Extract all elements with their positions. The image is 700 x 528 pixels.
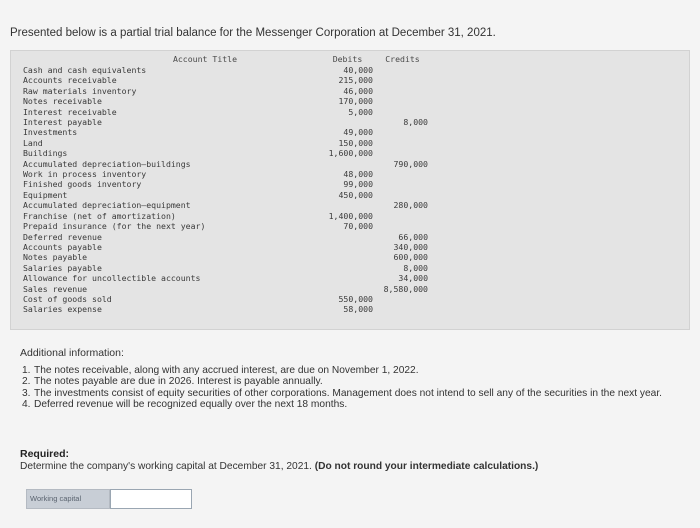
table-row xyxy=(20,65,430,75)
additional-info-item xyxy=(22,399,682,410)
additional-info-list xyxy=(22,365,682,411)
credit-cell xyxy=(375,179,430,189)
account-title-cell: Finished goods inventory xyxy=(23,179,142,190)
table-row xyxy=(20,169,430,179)
working-capital-label: Working capital xyxy=(26,489,110,509)
account-title-cell: Accumulated depreciation–equipment xyxy=(23,200,191,211)
table-row xyxy=(20,211,430,221)
table-row xyxy=(20,232,430,242)
debit-cell: 99,000 xyxy=(343,179,373,190)
debit-cell xyxy=(320,242,375,252)
debit-cell xyxy=(320,200,375,210)
credit-cell xyxy=(375,65,430,75)
account-title-cell: Accumulated depreciation–buildings xyxy=(23,158,191,169)
debit-cell xyxy=(320,263,375,273)
debit-cell: 58,000 xyxy=(343,304,373,315)
debit-cell xyxy=(320,159,375,169)
item-number: 2. xyxy=(22,376,31,388)
additional-info-item xyxy=(22,376,682,387)
account-title-cell: Franchise (net of amortization) xyxy=(23,210,176,221)
account-title-cell: Cash and cash equivalents xyxy=(23,65,147,75)
debit-cell: 450,000 xyxy=(338,189,373,200)
credit-cell xyxy=(375,107,430,117)
working-capital-input[interactable] xyxy=(110,489,192,509)
debit-cell xyxy=(320,273,375,283)
table-row xyxy=(20,75,430,85)
account-title-cell: Land xyxy=(23,137,43,148)
debit-cell: 49,000 xyxy=(343,127,373,138)
debit-cell xyxy=(320,284,375,294)
account-title-cell: Accounts receivable xyxy=(23,75,117,86)
required-label: Required: xyxy=(20,448,70,460)
additional-info-heading: Additional information: xyxy=(20,347,124,359)
credit-cell: 8,000 xyxy=(403,117,428,128)
account-title-cell: Interest receivable xyxy=(23,106,117,117)
table-row xyxy=(20,86,430,96)
credit-cell: 340,000 xyxy=(393,241,428,252)
table-header-row xyxy=(20,54,430,65)
column-header-debits: Debits xyxy=(332,54,363,65)
account-title-cell: Sales revenue xyxy=(23,283,88,294)
credit-cell xyxy=(375,75,430,85)
debit-cell: 215,000 xyxy=(338,75,373,86)
account-title-cell: Buildings xyxy=(23,148,68,159)
credit-cell xyxy=(375,86,430,96)
table-row xyxy=(20,127,430,137)
table-row xyxy=(20,221,430,231)
table-row xyxy=(20,148,430,158)
credit-cell: 34,000 xyxy=(398,273,428,284)
credit-cell: 790,000 xyxy=(393,158,428,169)
credit-cell: 280,000 xyxy=(393,200,428,211)
item-number: 1. xyxy=(22,365,31,376)
item-text: Deferred revenue will be recognized equally over the next 18 months. xyxy=(34,399,348,411)
credit-cell xyxy=(375,211,430,221)
item-number: 3. xyxy=(22,387,31,399)
account-title-cell: Accounts payable xyxy=(23,241,102,252)
credit-cell: 600,000 xyxy=(393,252,428,263)
item-text: The investments consist of equity securities of other corporations. Management does not intend to sell any of the securities in the next year. xyxy=(34,387,663,399)
credit-cell xyxy=(375,148,430,158)
debit-cell: 1,600,000 xyxy=(328,148,373,159)
table-row xyxy=(20,284,430,294)
table-row xyxy=(20,117,430,127)
debit-cell: 170,000 xyxy=(338,96,373,107)
debit-cell: 40,000 xyxy=(343,65,373,75)
debit-cell: 5,000 xyxy=(348,106,373,117)
credit-cell xyxy=(375,127,430,137)
credit-cell xyxy=(375,190,430,200)
column-header-account-title: Account Title xyxy=(172,54,238,65)
credit-cell xyxy=(375,169,430,179)
account-title-cell: Raw materials inventory xyxy=(23,85,137,96)
credit-cell xyxy=(375,304,430,314)
table-row xyxy=(20,273,430,283)
account-title-cell: Equipment xyxy=(23,189,68,200)
account-title-cell: Investments xyxy=(23,127,78,138)
required-question: Determine the company's working capital at December 31, 2021. xyxy=(20,461,312,472)
credit-cell xyxy=(375,138,430,148)
additional-info-item xyxy=(22,388,682,399)
table-row xyxy=(20,107,430,117)
credit-cell: 8,580,000 xyxy=(383,283,428,294)
account-title-cell: Prepaid insurance (for the next year) xyxy=(23,221,206,232)
credit-cell: 66,000 xyxy=(398,231,428,242)
credit-cell: 8,000 xyxy=(403,262,428,273)
table-row xyxy=(20,159,430,169)
credit-cell xyxy=(375,96,430,106)
column-header-credits: Credits xyxy=(385,54,420,65)
account-title-cell: Notes payable xyxy=(23,252,88,263)
debit-cell: 48,000 xyxy=(343,169,373,180)
item-number: 4. xyxy=(22,399,31,411)
debit-cell: 1,400,000 xyxy=(328,210,373,221)
debit-cell: 550,000 xyxy=(338,293,373,304)
debit-cell: 150,000 xyxy=(338,137,373,148)
account-title-cell: Salaries expense xyxy=(23,304,102,315)
trial-balance-body xyxy=(20,65,430,315)
table-row xyxy=(20,96,430,106)
item-text: The notes receivable, along with any accrued interest, are due on November 1, 2022. xyxy=(34,365,419,376)
required-instructions xyxy=(20,461,538,472)
table-row xyxy=(20,179,430,189)
account-title-cell: Allowance for uncollectible accounts xyxy=(23,273,201,284)
table-row xyxy=(20,242,430,252)
account-title-cell: Salaries payable xyxy=(23,262,102,273)
debit-cell xyxy=(320,252,375,262)
table-row xyxy=(20,263,430,273)
table-row xyxy=(20,190,430,200)
table-row xyxy=(20,252,430,262)
account-title-cell: Interest payable xyxy=(23,117,102,128)
debit-cell xyxy=(320,232,375,242)
problem-intro: Presented below is a partial trial balance for the Messenger Corporation at December 31, 2021. xyxy=(10,27,496,39)
table-row xyxy=(20,200,430,210)
debit-cell: 70,000 xyxy=(343,221,373,232)
account-title-cell: Work in process inventory xyxy=(23,169,147,180)
account-title-cell: Deferred revenue xyxy=(23,231,102,242)
table-row xyxy=(20,294,430,304)
trial-balance-table xyxy=(20,54,430,315)
additional-info-item xyxy=(22,365,682,376)
required-note: (Do not round your intermediate calculations.) xyxy=(314,461,539,472)
account-title-cell: Notes receivable xyxy=(23,96,102,107)
debit-cell xyxy=(320,117,375,127)
table-row xyxy=(20,138,430,148)
table-row xyxy=(20,304,430,314)
working-capital-row xyxy=(26,489,192,509)
debit-cell: 46,000 xyxy=(343,85,373,96)
account-title-cell: Cost of goods sold xyxy=(23,293,112,304)
credit-cell xyxy=(375,221,430,231)
credit-cell xyxy=(375,294,430,304)
item-text: The notes payable are due in 2026. Interest is payable annually. xyxy=(34,376,323,388)
